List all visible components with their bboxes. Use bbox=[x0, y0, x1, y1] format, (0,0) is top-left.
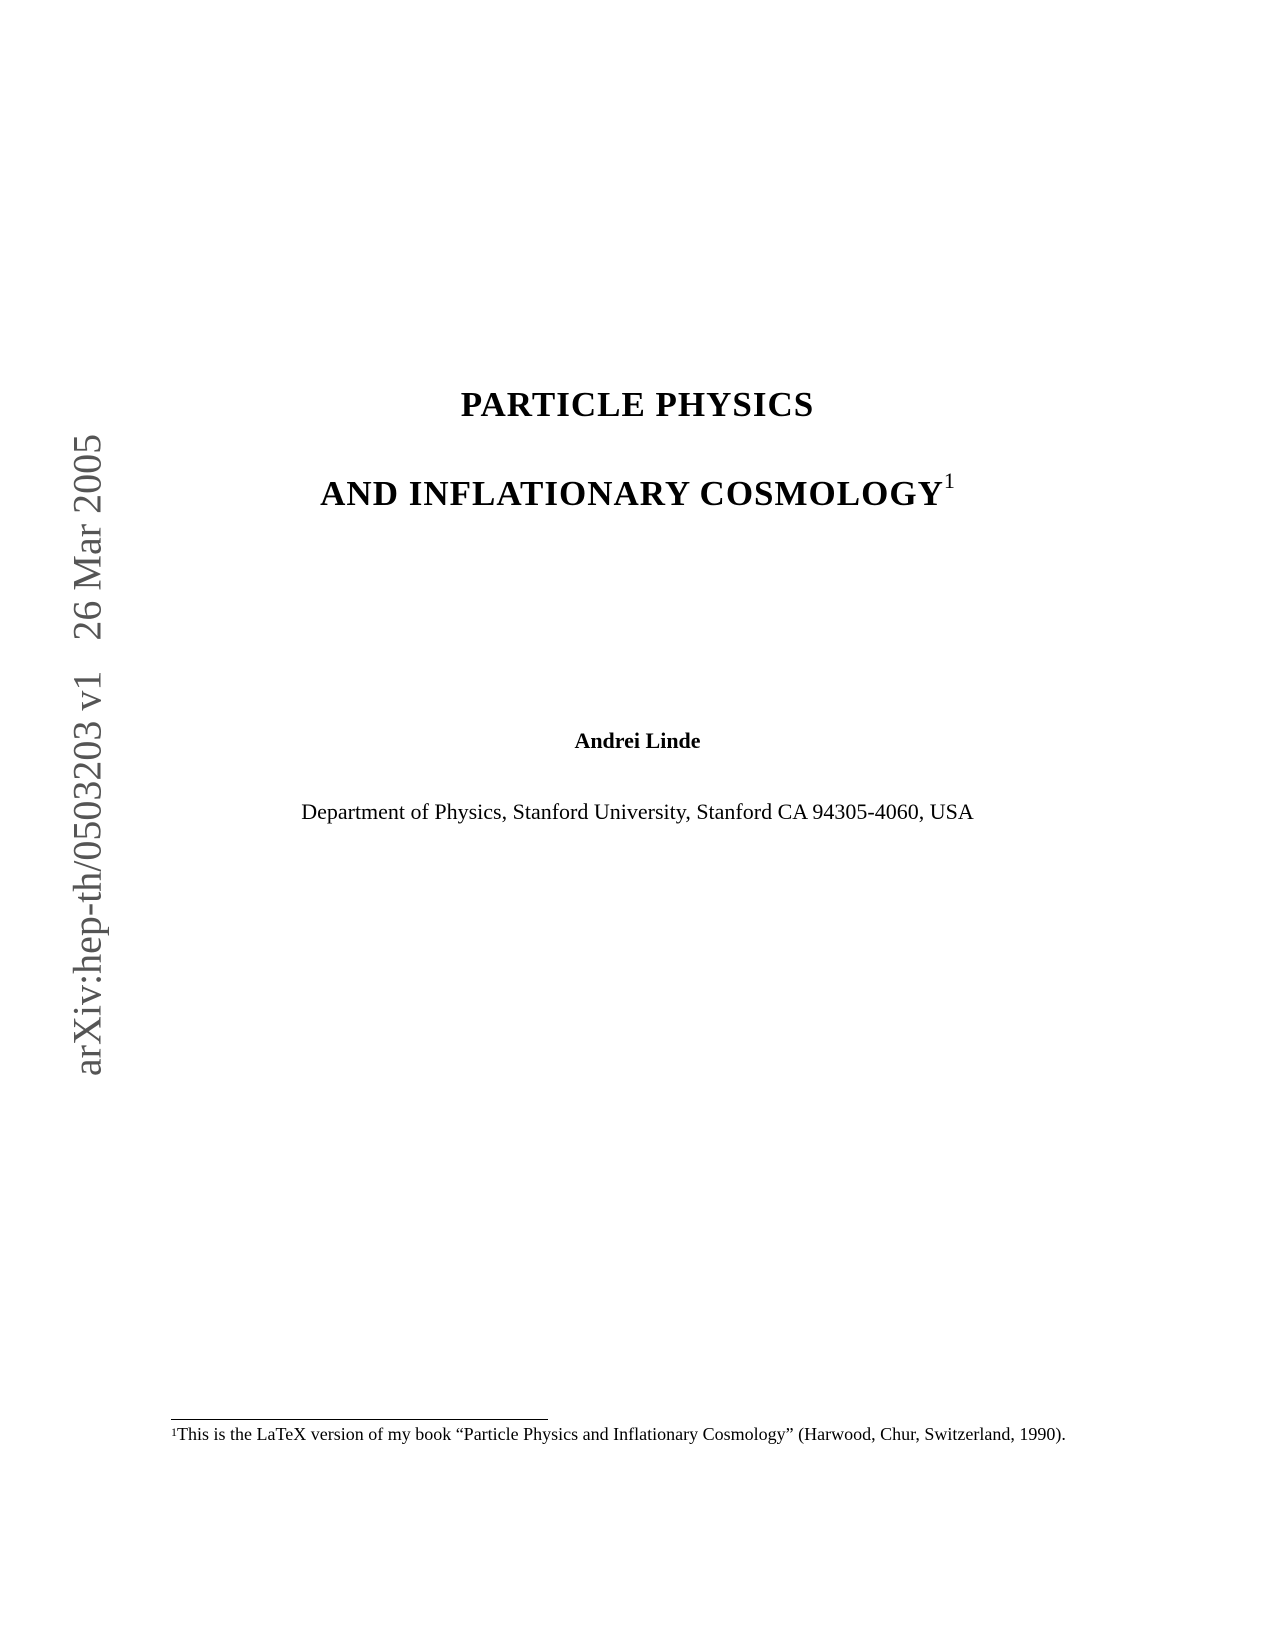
arxiv-date: 26 Mar 2005 bbox=[64, 433, 110, 641]
footnote bbox=[171, 1421, 1121, 1447]
footnote-text: This is the LaTeX version of my book “Particle Physics and Inflationary Cosmology” (Harwood, Chur, Switzerland, 1990). bbox=[177, 1424, 1066, 1444]
title-text-1: PARTICLE PHYSICS bbox=[460, 385, 815, 424]
author-name: Andrei Linde bbox=[574, 728, 701, 753]
footnote-divider bbox=[171, 1419, 548, 1420]
footnote-mark: 1 bbox=[171, 1425, 177, 1439]
title-footnote-mark: 1 bbox=[943, 468, 955, 493]
arxiv-stamp bbox=[64, 434, 111, 1076]
author-affiliation: Department of Physics, Stanford University, Stanford CA 94305-4060, USA bbox=[301, 799, 974, 824]
title-line-2 bbox=[0, 468, 1275, 514]
title-line-1 bbox=[0, 385, 1275, 425]
title-text-2: AND INFLATIONARY COSMOLOGY bbox=[320, 474, 944, 513]
arxiv-identifier: arXiv:hep-th/0503203 v1 bbox=[64, 670, 110, 1077]
